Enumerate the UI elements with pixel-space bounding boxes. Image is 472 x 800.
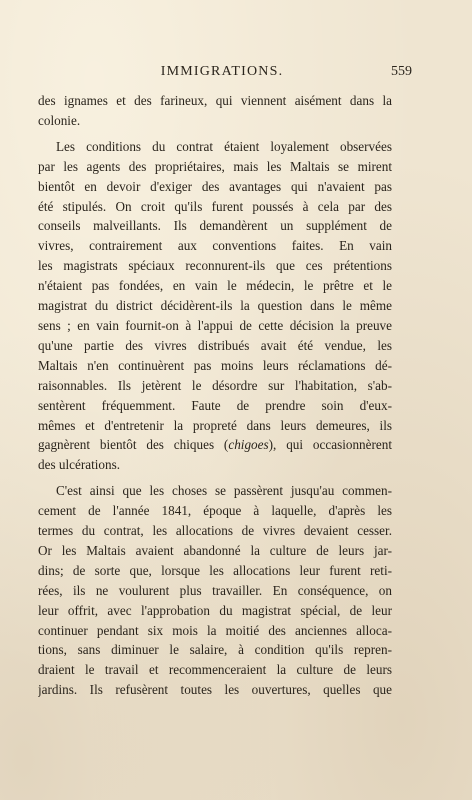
paragraph-1 bbox=[38, 91, 392, 131]
text-line: raisonnables. Ils jetèrent le désordre sur l'habitation, s'ab- bbox=[38, 377, 392, 393]
paragraph-3 bbox=[38, 481, 392, 700]
text-fragment: gagnèrent bientôt des chiques ( bbox=[38, 437, 229, 453]
text-line: des ignames et des farineux, qui viennent aisément dans la bbox=[38, 93, 392, 108]
text-line: colonie. bbox=[38, 112, 81, 128]
text-line: draient le travail et recommenceraient la culture de leurs bbox=[38, 662, 392, 678]
text-line-with-italic bbox=[38, 435, 392, 455]
text-line: les magistrats spéciaux reconnurent-ils que ces prétentions bbox=[38, 258, 392, 274]
text-line: Les conditions du contrat étaient loyalement observées bbox=[56, 138, 392, 154]
text-line: sens ; en vain fournit-on à l'appui de cette décision la preuve bbox=[38, 317, 392, 333]
paragraph-2 bbox=[38, 137, 392, 475]
text-line: Or les Maltais avaient abandonné la culture de leurs jar- bbox=[38, 542, 392, 558]
text-line: jardins. Ils refusèrent toutes les ouvertures, quelles que bbox=[38, 682, 392, 698]
text-line: rées, ils ne voulurent plus travailler. En conséquence, on bbox=[38, 582, 392, 598]
text-line: n'étaient pas fondées, en vain le médecin, le prêtre et le bbox=[38, 278, 392, 294]
text-fragment: ), qui occasionnèrent bbox=[268, 437, 392, 453]
text-line: mêmes et d'entretenir la propreté dans leurs demeures, ils bbox=[38, 417, 392, 433]
text-line: dins; de sorte que, lorsque les allocations leur furent reti- bbox=[38, 562, 392, 578]
text-line: tions, sans diminuer le salaire, à condition qu'ils repren- bbox=[38, 642, 392, 658]
text-line: par les agents des propriétaires, mais les Maltais se mirent bbox=[38, 158, 392, 174]
running-title: IMMIGRATIONS. bbox=[160, 64, 284, 79]
text-line: bientôt en devoir d'exiger des avantages qui n'avaient pas bbox=[38, 178, 392, 194]
text-line: des ulcérations. bbox=[38, 457, 121, 473]
running-head bbox=[36, 64, 412, 84]
text-line: termes du contrat, les allocations de vivres devaient cesser. bbox=[38, 523, 392, 539]
text-line: qu'une partie des vivres distribués avait été vendue, les bbox=[38, 337, 392, 353]
body-text bbox=[38, 91, 392, 706]
text-line: cement de l'année 1841, époque à laquelle, d'après les bbox=[38, 503, 392, 519]
text-line: continuer pendant six mois la moitié des anciennes alloca- bbox=[38, 622, 392, 638]
text-line: été stipulés. On croit qu'ils furent poussés à cela par des bbox=[38, 198, 392, 214]
text-line: Maltais n'en continuèrent pas moins leurs réclamations dé- bbox=[38, 357, 392, 373]
italic-term: chigoes bbox=[228, 437, 269, 453]
text-line: conseils malveillants. Ils demandèrent un supplément de bbox=[38, 218, 392, 234]
text-line: vivres, contrairement aux conventions faites. En vain bbox=[38, 238, 392, 254]
page-number: 559 bbox=[391, 64, 412, 79]
text-line: leur offrit, avec l'approbation du magistrat spécial, de leur bbox=[38, 602, 392, 618]
text-line: sentèrent fréquemment. Faute de prendre soin d'eux- bbox=[38, 397, 392, 413]
text-line: magistrat du district décidèrent-ils la question dans le même bbox=[38, 298, 392, 314]
text-line: C'est ainsi que les choses se passèrent jusqu'au commen- bbox=[56, 483, 392, 499]
